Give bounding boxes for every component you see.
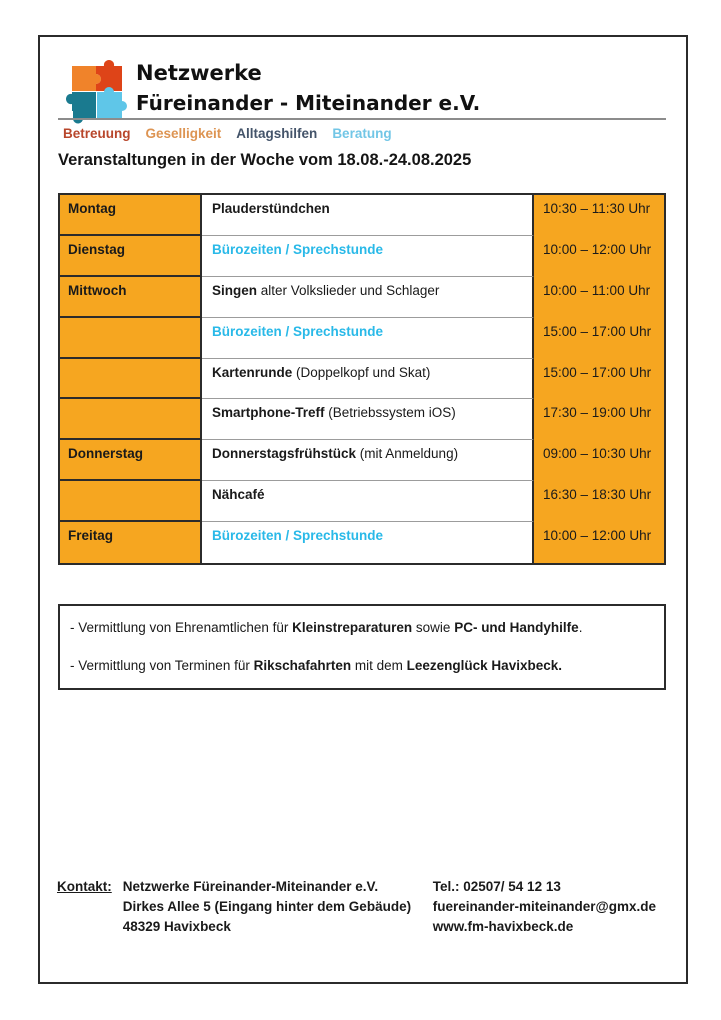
schedule-event-cell <box>202 318 534 359</box>
schedule-day-cell: Donnerstag <box>60 440 202 481</box>
contact-address-line: 48329 Havixbeck <box>122 919 231 934</box>
contact-detail-line: fuereinander-miteinander@gmx.de <box>432 899 656 914</box>
schedule-time-cell: 17:30 – 19:00 Uhr <box>534 399 664 440</box>
event-title: Bürozeiten / Sprechstunde <box>212 323 384 339</box>
note-bold-text: PC- und Handyhilfe <box>454 620 579 635</box>
schedule-event-cell <box>202 195 534 236</box>
schedule-time-cell: 10:00 – 12:00 Uhr <box>534 522 664 563</box>
category-nav <box>63 126 392 141</box>
schedule-table <box>58 193 666 565</box>
schedule-time-cell: 10:00 – 11:00 Uhr <box>534 277 664 318</box>
schedule-event-cell <box>202 440 534 481</box>
schedule-day-cell <box>60 399 202 440</box>
schedule-time-cell: 15:00 – 17:00 Uhr <box>534 359 664 400</box>
event-title: Singen <box>212 282 258 298</box>
event-description: (Doppelkopf und Skat) <box>292 364 431 380</box>
nav-item-alltagshilfen: Alltagshilfen <box>236 126 318 141</box>
schedule-time-cell: 10:00 – 12:00 Uhr <box>534 236 664 277</box>
note-bold-text: Leezenglück Havixbeck. <box>406 658 562 673</box>
org-title-line2: Füreinander - Miteinander e.V. <box>136 91 481 115</box>
contact-details <box>433 877 656 937</box>
event-title: Plauderstündchen <box>212 201 330 216</box>
event-title: Bürozeiten / Sprechstunde <box>212 241 384 257</box>
nav-item-geselligkeit: Geselligkeit <box>145 126 222 141</box>
info-box <box>58 604 666 690</box>
note-line <box>70 619 654 636</box>
note-text: mit dem <box>351 658 407 673</box>
schedule-event-cell <box>202 522 534 563</box>
note-bold-text: Kleinstreparaturen <box>292 620 413 635</box>
note-text: - Vermittlung von Ehrenamtlichen für <box>70 620 293 635</box>
note-text: - Vermittlung von Terminen für <box>70 658 254 673</box>
schedule-event-cell <box>202 481 534 522</box>
note-text: sowie <box>412 620 455 635</box>
org-title <box>136 61 480 115</box>
schedule-day-cell: Freitag <box>60 522 202 563</box>
nav-item-beratung: Beratung <box>332 126 392 141</box>
org-title-line1: Netzwerke <box>136 61 262 85</box>
puzzle-logo-icon <box>65 57 129 125</box>
contact-detail-line: Tel.: 02507/ 54 12 13 <box>432 879 561 894</box>
contact-section <box>57 877 656 937</box>
contact-label: Kontakt: <box>57 879 112 894</box>
schedule-event-cell <box>202 236 534 277</box>
schedule-time-cell: 09:00 – 10:30 Uhr <box>534 440 664 481</box>
schedule-day-cell: Montag <box>60 195 202 236</box>
schedule-time-cell: 10:30 – 11:30 Uhr <box>534 195 664 236</box>
contact-address-line: Dirkes Allee 5 (Eingang hinter dem Gebäude) <box>122 899 412 914</box>
schedule-time-cell: 15:00 – 17:00 Uhr <box>534 318 664 359</box>
schedule-day-cell <box>60 481 202 522</box>
note-text: . <box>578 620 583 635</box>
note-bold-text: Rikschafahrten <box>253 658 352 673</box>
event-title: Smartphone-Treff <box>212 405 325 421</box>
event-title: Donnerstagsfrühstück <box>212 446 357 462</box>
schedule-event-cell <box>202 277 534 318</box>
event-title: Nähcafé <box>212 487 265 503</box>
contact-detail-line: www.fm-havixbeck.de <box>432 919 574 934</box>
event-title: Bürozeiten / Sprechstunde <box>212 528 384 544</box>
schedule-time-cell: 16:30 – 18:30 Uhr <box>534 481 664 522</box>
event-description: (Betriebssystem iOS) <box>324 405 456 421</box>
schedule-day-cell <box>60 318 202 359</box>
event-description: (mit Anmeldung) <box>356 446 459 462</box>
schedule-day-cell: Dienstag <box>60 236 202 277</box>
flyer-page <box>38 35 688 984</box>
contact-address-line: Netzwerke Füreinander-Miteinander e.V. <box>122 879 379 894</box>
schedule-event-cell <box>202 359 534 400</box>
schedule-event-cell <box>202 399 534 440</box>
event-title: Kartenrunde <box>212 364 293 380</box>
note-line <box>70 657 654 674</box>
nav-item-betreuung: Betreuung <box>63 126 131 141</box>
header-divider <box>58 118 666 120</box>
event-description: alter Volkslieder und Schlager <box>257 282 440 298</box>
schedule-day-cell <box>60 359 202 400</box>
schedule-day-cell: Mittwoch <box>60 277 202 318</box>
contact-address <box>123 877 419 937</box>
week-heading: Veranstaltungen in der Woche vom 18.08.-24.08.2025 <box>58 151 472 169</box>
